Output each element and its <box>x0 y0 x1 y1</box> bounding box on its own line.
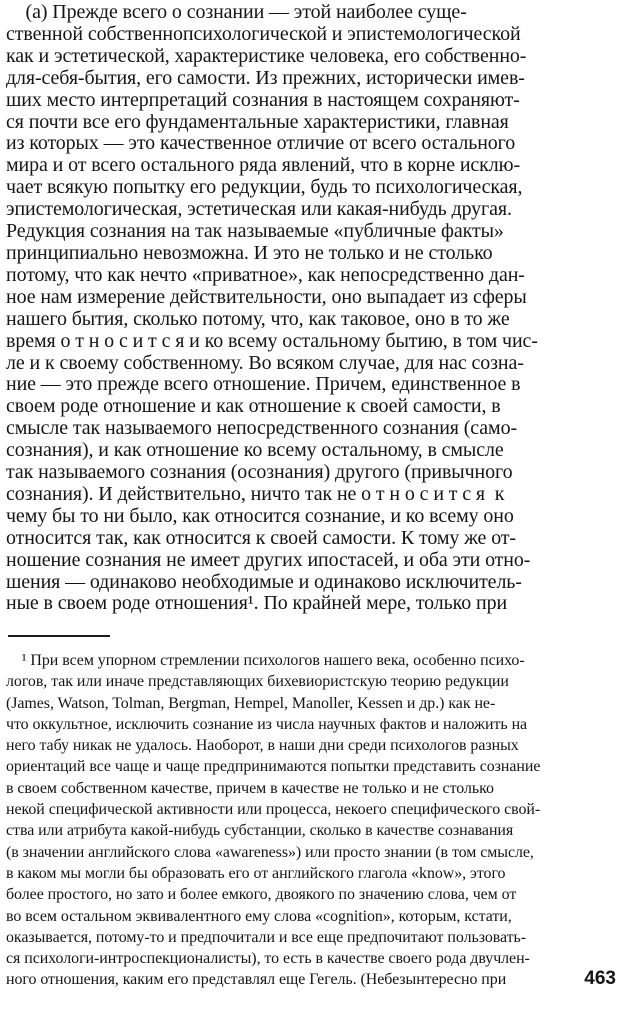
text-line: ные в своем роде отношения¹. По крайней мере, только при <box>6 592 508 615</box>
text-line: чает всякую попытку его редукции, будь то психологическая, <box>6 176 523 199</box>
footnote-separator <box>8 635 110 637</box>
text-line: эпистемологическая, эстетическая или какая-нибудь другая. <box>6 198 512 221</box>
footnote-line: ориентаций все чаще и чаще предпринимаются попытки представить сознание <box>6 758 541 776</box>
text-line: ших место интерпретаций сознания в настоящем сохраняют- <box>6 88 520 111</box>
text-line: принципиально невозможна. И это не только и не столько <box>6 241 493 264</box>
text-line: из которых — это качественное отличие от всего остального <box>6 132 516 155</box>
footnote-line: что оккультное, исключить сознание из числа научных фактов и наложить на <box>6 715 528 733</box>
footnote-line: него табу никак не удалось. Наоборот, в наши дни среди психологов разных <box>6 737 519 755</box>
text-line: ся почти все его фундаментальные характеристики, главная <box>6 110 509 133</box>
footnote-line: в каком мы могли бы образовать его от английского глагола «know», этого <box>6 864 506 882</box>
text-line: время о т н о с и т с я и ко всему остальному бытию, в том чис- <box>6 329 538 352</box>
text-line: ношение сознания не имеет других ипостасей, и оба эти отно- <box>6 548 531 571</box>
footnote-line: во всем остальном эквивалентного ему слова «cognition», которым, кстати, <box>6 907 512 925</box>
footnote-line: ¹ При всем упорном стремлении психологов нашего века, особенно психо- <box>6 652 525 669</box>
footnote-line: логов, так или иначе представляющих бихевиористскую теорию редукции <box>6 673 509 691</box>
footnote-line: ного отношения, каким его представлял еще Гегель. (Небезынтересно при <box>6 971 507 989</box>
text-line: ное нам измерение действительности, оно выпадает из сферы <box>6 285 527 308</box>
footnote-line: (James, Watson, Tolman, Bergman, Hempel, Manoller, Kessen и др.) как не- <box>6 694 496 712</box>
text-line: для-себя-бытия, его самости. Из прежних, исторически имев- <box>6 66 525 89</box>
text-line: сознания). И действительно, ничто так не о т н о с и т с я к <box>6 482 505 505</box>
footnote <box>6 650 620 991</box>
text-line: относится так, как относится к своей самости. К тому же от- <box>6 526 516 549</box>
text-line: как и эстетической, характеристике человека, его собственно- <box>6 44 527 67</box>
footnote-line: ства или атрибута какой-нибудь субстанции, сколько в качестве сознавания <box>6 822 514 840</box>
text-line: мира и от всего остального ряда явлений, что в корне исклю- <box>6 154 520 177</box>
main-text <box>6 2 620 615</box>
text-line: (а) Прежде всего о сознании — этой наиболее суще- <box>6 1 467 23</box>
footnote-line: в своем собственном качестве, причем в качестве не только и не столько <box>6 779 494 797</box>
footnote-line: ся психологи-интроспекционалисты), то есть в качестве своего рода двучлен- <box>6 950 530 968</box>
footnote-line: оказывается, потому-то и предпочитали и все еще предпочитают пользовать- <box>6 928 527 946</box>
text-line: смысле так называемого непосредственного сознания (само- <box>6 417 517 440</box>
text-line: Редукция сознания на так называемые «публичные факты» <box>6 220 504 243</box>
text-line: ле и к своему собственному. Во всяком случае, для нас созна- <box>6 351 524 374</box>
page-number: 463 <box>584 968 616 989</box>
footnote-line: (в значении английского слова «awareness») или просто знании (в том смысле, <box>6 843 534 861</box>
text-line: ственной собственнопсихологической и эпистемологической <box>6 22 521 45</box>
text-line: своем роде отношение и как отношение к своей самости, в <box>6 395 501 418</box>
text-line: нашего бытия, сколько потому, что, как таковое, оно в то же <box>6 307 510 330</box>
footnote-line: более простого, но зато и более емкого, двоякого по значению слова, чем от <box>6 886 517 904</box>
text-line: потому, что как нечто «приватное», как непосредственно дан- <box>6 263 525 286</box>
text-line: чему бы то ни было, как относится сознание, и ко всему оно <box>6 504 514 527</box>
text-line: шения — одинаково необходимые и одинаково исключитель- <box>6 570 522 593</box>
text-line: сознания), и как отношение ко всему остальному, в смысле <box>6 439 504 462</box>
text-line: так называемого сознания (осознания) другого (привычного <box>6 461 513 484</box>
footnote-line: некой специфической активности или процесса, некоего специфического свой- <box>6 801 541 819</box>
text-line: ние — это прежде всего отношение. Причем, единственное в <box>6 373 521 396</box>
